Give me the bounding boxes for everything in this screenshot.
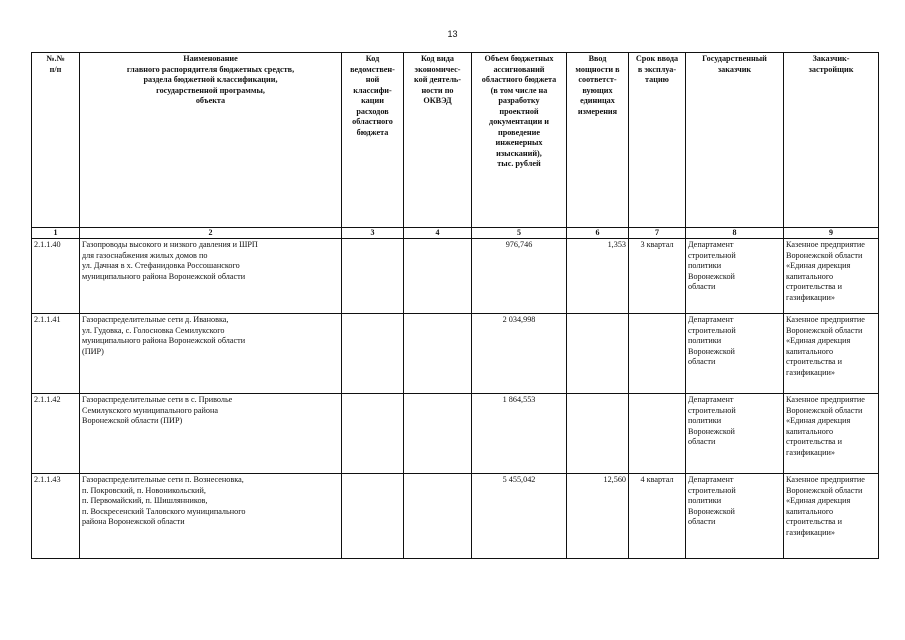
header-line: Наименование bbox=[183, 54, 238, 63]
state-customer bbox=[686, 474, 784, 559]
column-number: 9 bbox=[784, 228, 879, 239]
header-line: тыс. рублей bbox=[497, 159, 541, 168]
header-line: расходов bbox=[356, 106, 389, 116]
table-row bbox=[32, 474, 879, 559]
capacity-value: 1,353 bbox=[567, 239, 629, 314]
name-line: п. Покровский, п. Новоникольский, bbox=[82, 485, 206, 495]
column-number: 6 bbox=[567, 228, 629, 239]
header-line: Срок ввода bbox=[635, 54, 679, 63]
header-line: бюджета bbox=[356, 127, 389, 137]
capacity-value bbox=[567, 314, 629, 394]
header-line: областного бюджета bbox=[481, 75, 557, 84]
name-line: Воронежской области (ПИР) bbox=[82, 416, 183, 425]
column-number: 4 bbox=[404, 228, 472, 239]
header-line: мощности в bbox=[575, 64, 620, 74]
header-line: ассигнований bbox=[493, 64, 545, 74]
capacity-value: 12,560 bbox=[567, 474, 629, 559]
column-number: 7 bbox=[629, 228, 686, 239]
customer-line: области bbox=[688, 357, 716, 366]
table-row bbox=[32, 239, 879, 314]
header-line: проектной bbox=[499, 106, 539, 116]
commissioning-term: 4 квартал bbox=[629, 474, 686, 559]
object-name bbox=[80, 314, 342, 394]
header-line: Объем бюджетных bbox=[484, 54, 554, 63]
header-line: ности по bbox=[421, 85, 454, 95]
developer-line: капитального bbox=[786, 426, 834, 436]
header-line: вующих bbox=[582, 85, 613, 95]
name-line: Газораспределительные сети д. Ивановка, bbox=[82, 315, 229, 324]
okved-code-cell bbox=[404, 474, 472, 559]
state-customer bbox=[686, 239, 784, 314]
column-number: 2 bbox=[80, 228, 342, 239]
department-code-cell bbox=[342, 394, 404, 474]
header-line: ведомствен- bbox=[350, 64, 395, 74]
header-line: соответст- bbox=[578, 75, 617, 84]
header-line: Ввод bbox=[588, 54, 607, 63]
developer-line: строительства и bbox=[786, 437, 842, 446]
header-line: областного bbox=[352, 117, 393, 126]
budget-amount: 5 455,042 bbox=[472, 474, 567, 559]
customer-line: области bbox=[688, 517, 716, 526]
developer-line: Казенное предприятие bbox=[786, 240, 865, 249]
developer-line: капитального bbox=[786, 506, 834, 516]
customer-line: строительной bbox=[688, 325, 736, 335]
header-line: классифи- bbox=[353, 85, 392, 95]
customer-line: Воронежской bbox=[688, 271, 735, 281]
header-line: раздела бюджетной классификации, bbox=[143, 75, 278, 84]
header-line: главного распорядителя бюджетных средств, bbox=[126, 64, 295, 74]
page-number: 13 bbox=[447, 29, 458, 39]
header-line: экономичес- bbox=[414, 64, 461, 74]
header-line: п/п bbox=[49, 64, 62, 74]
name-line: района Воронежской области bbox=[82, 517, 185, 526]
customer-line: политики bbox=[688, 336, 722, 345]
developer-line: «Единая дирекция bbox=[786, 416, 851, 425]
state-customer bbox=[686, 394, 784, 474]
budget-amount: 976,746 bbox=[472, 239, 567, 314]
okved-code-cell bbox=[404, 394, 472, 474]
commissioning-term bbox=[629, 314, 686, 394]
header-line: Заказчик- bbox=[812, 54, 850, 63]
header-line: (в том числе на bbox=[490, 85, 548, 95]
name-line: Газораспределительные сети п. Вознесеновка, bbox=[82, 475, 244, 484]
header-line: Код вида bbox=[421, 54, 454, 63]
developer-line: строительства и bbox=[786, 282, 842, 291]
customer-line: области bbox=[688, 282, 716, 291]
developer-line: «Единая дирекция bbox=[786, 336, 851, 345]
customer-line: Воронежской bbox=[688, 346, 735, 356]
name-line: Семилукского муниципального района bbox=[82, 405, 218, 415]
commissioning-term bbox=[629, 394, 686, 474]
developer-line: газификации» bbox=[786, 292, 836, 302]
developer-customer bbox=[784, 239, 879, 314]
state-customer bbox=[686, 314, 784, 394]
header-line: Государственный bbox=[702, 54, 767, 63]
developer-line: капитального bbox=[786, 346, 834, 356]
header-line: №.№ bbox=[46, 54, 65, 63]
capacity-value bbox=[567, 394, 629, 474]
customer-line: строительной bbox=[688, 250, 736, 260]
name-line: для газоснабжения жилых домов по bbox=[82, 250, 208, 260]
header-line: тацию bbox=[645, 75, 669, 84]
customer-line: политики bbox=[688, 261, 722, 270]
column-number-row bbox=[32, 228, 879, 239]
customer-line: Воронежской bbox=[688, 506, 735, 516]
customer-line: Департамент bbox=[688, 395, 734, 404]
header-line: инженерных bbox=[495, 138, 543, 147]
row-number: 2.1.1.43 bbox=[32, 474, 80, 559]
header-line: разработку bbox=[498, 96, 540, 105]
header-cell bbox=[472, 53, 567, 228]
developer-line: газификации» bbox=[786, 447, 836, 457]
header-line: единицах bbox=[580, 96, 615, 105]
header-line: проведение bbox=[498, 127, 540, 137]
header-line: кой деятель- bbox=[414, 75, 461, 84]
developer-line: Казенное предприятие bbox=[786, 315, 865, 324]
department-code-cell bbox=[342, 314, 404, 394]
object-name bbox=[80, 394, 342, 474]
header-line: измерения bbox=[577, 106, 618, 116]
row-number: 2.1.1.41 bbox=[32, 314, 80, 394]
developer-customer bbox=[784, 474, 879, 559]
customer-line: Воронежской bbox=[688, 426, 735, 436]
developer-line: строительства и bbox=[786, 357, 842, 366]
developer-line: «Единая дирекция bbox=[786, 261, 851, 270]
header-line: Код bbox=[365, 54, 380, 63]
header-line: застройщик bbox=[808, 64, 854, 74]
commissioning-term: 3 квартал bbox=[629, 239, 686, 314]
header-line: объекта bbox=[195, 96, 226, 105]
column-number: 5 bbox=[472, 228, 567, 239]
budget-amount: 2 034,998 bbox=[472, 314, 567, 394]
header-line: документации и bbox=[489, 117, 549, 126]
header-cell bbox=[80, 53, 342, 228]
customer-line: строительной bbox=[688, 405, 736, 415]
customer-line: Департамент bbox=[688, 240, 734, 249]
header-line: изысканий), bbox=[496, 148, 542, 158]
header-cell bbox=[629, 53, 686, 228]
department-code-cell bbox=[342, 239, 404, 314]
budget-objects-table bbox=[31, 52, 879, 559]
budget-amount: 1 864,553 bbox=[472, 394, 567, 474]
header-cell bbox=[784, 53, 879, 228]
name-line: (ПИР) bbox=[82, 346, 104, 356]
table-row bbox=[32, 394, 879, 474]
column-number: 8 bbox=[686, 228, 784, 239]
name-line: муниципального района Воронежской области bbox=[82, 336, 246, 345]
developer-line: Воронежской области bbox=[786, 325, 863, 335]
department-code-cell bbox=[342, 474, 404, 559]
row-number: 2.1.1.42 bbox=[32, 394, 80, 474]
customer-line: области bbox=[688, 437, 716, 446]
developer-line: Казенное предприятие bbox=[786, 475, 865, 484]
name-line: ул. Дачная в х. Стефанидовка Россошанского bbox=[82, 261, 240, 270]
developer-line: Воронежской области bbox=[786, 405, 863, 415]
customer-line: политики bbox=[688, 496, 722, 505]
header-cell bbox=[686, 53, 784, 228]
header-cell bbox=[342, 53, 404, 228]
developer-customer bbox=[784, 314, 879, 394]
developer-line: Воронежской области bbox=[786, 250, 863, 260]
header-cell bbox=[404, 53, 472, 228]
developer-customer bbox=[784, 394, 879, 474]
customer-line: строительной bbox=[688, 485, 736, 495]
table-header-row bbox=[32, 53, 879, 228]
header-line: ной bbox=[365, 75, 380, 84]
table-row bbox=[32, 314, 879, 394]
okved-code-cell bbox=[404, 314, 472, 394]
name-line: Газопроводы высокого и низкого давления и ШРП bbox=[82, 240, 258, 249]
customer-line: Департамент bbox=[688, 475, 734, 484]
name-line: ул. Гудовка, с. Голосновка Семилукского bbox=[82, 325, 225, 335]
developer-line: Воронежской области bbox=[786, 485, 863, 495]
developer-line: газификации» bbox=[786, 367, 836, 377]
okved-code-cell bbox=[404, 239, 472, 314]
header-line: заказчик bbox=[717, 64, 752, 74]
header-line: в эксплуа- bbox=[637, 64, 677, 74]
object-name bbox=[80, 239, 342, 314]
developer-line: Казенное предприятие bbox=[786, 395, 865, 404]
name-line: Газораспределительные сети в с. Приволье bbox=[82, 395, 233, 404]
header-line: кации bbox=[361, 96, 384, 105]
object-name bbox=[80, 474, 342, 559]
row-number: 2.1.1.40 bbox=[32, 239, 80, 314]
developer-line: «Единая дирекция bbox=[786, 496, 851, 505]
developer-line: газификации» bbox=[786, 527, 836, 537]
customer-line: политики bbox=[688, 416, 722, 425]
name-line: муниципального района Воронежской области bbox=[82, 271, 246, 281]
column-number: 3 bbox=[342, 228, 404, 239]
name-line: п. Первомайский, п. Шишлянников, bbox=[82, 496, 208, 505]
header-line: государственной программы, bbox=[156, 85, 265, 95]
developer-line: строительства и bbox=[786, 517, 842, 526]
column-number: 1 bbox=[32, 228, 80, 239]
name-line: п. Воскресенский Таловского муниципального bbox=[82, 506, 246, 516]
developer-line: капитального bbox=[786, 271, 834, 281]
customer-line: Департамент bbox=[688, 315, 734, 324]
header-line: ОКВЭД bbox=[423, 96, 452, 105]
header-cell bbox=[32, 53, 80, 228]
header-cell bbox=[567, 53, 629, 228]
